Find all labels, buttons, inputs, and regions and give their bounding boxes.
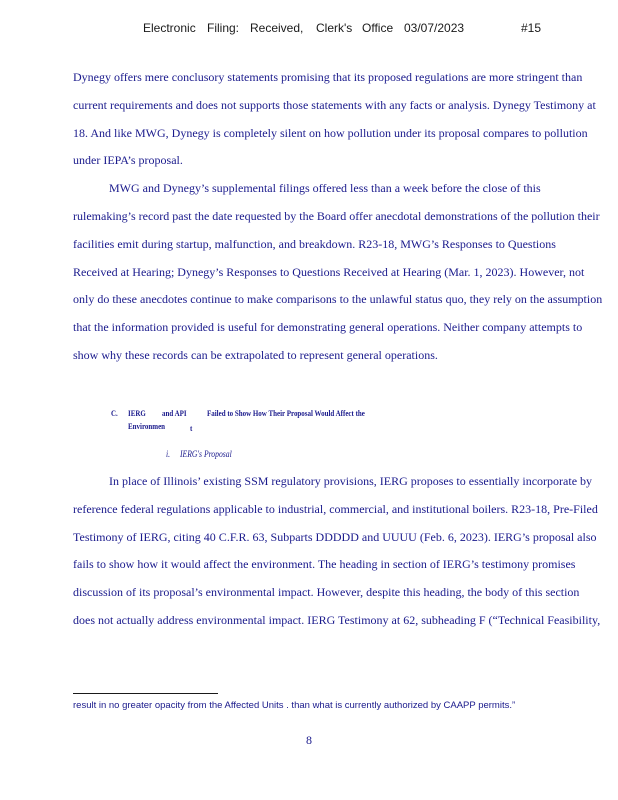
section-heading-c-t: t: [190, 423, 193, 433]
section-heading-c-api: and API: [162, 408, 187, 418]
section-heading-c-letter: C.: [111, 408, 118, 418]
body-section-1: [73, 64, 603, 370]
paragraph-supplemental-filings: MWG and Dynegy’s supplemental filings offered less than a week before the close of this rulemaking’s record past the date requested by the Board offer anecdotal demonstrations of the pollution their facilities emit during startup, malfunction, and breakdown. R23-18, MWG’s Responses to Questions Received at Hearing; Dynegy’s Responses to Questions Received at Hearing (Mar. 1, 2023). However, not only do these anecdotes continue to make comparisons to the unlawful status quo, they rely on the assumption that the information provided is useful for demonstrating general operations. Neither company attempts to show why these records can be extrapolated to represent general operations.: [73, 181, 603, 362]
footnote-text: result in no greater opacity from the Affected Units . than what is currently authorized by CAAPP permits.”: [73, 700, 516, 711]
section-heading-c-title: Failed to Show How Their Proposal Would Affect the: [207, 408, 365, 418]
page-number: 8: [306, 733, 312, 747]
paragraph-ierg-proposal: In place of Illinois’ existing SSM regulatory provisions, IERG proposes to essentially incorporate by reference federal regulations applicable to industrial, commercial, and institutional boilers. R23-18, Pre-Filed Testimony of IERG, citing 40 C.F.R. 63, Subparts DDDDD and UUUU (Feb. 6, 2023). IERG’s proposal also fails to show how it would affect the environment. The heading in section of IERG’s testimony promises discussion of its proposal’s environmental impact. However, despite this heading, the body of this section does not actually address environmental impact. IERG Testimony at 62, subheading F (“Technical Feasibility,: [73, 474, 601, 627]
header-clerks: Clerk's: [316, 21, 353, 35]
header-number: #15: [521, 21, 542, 35]
section-heading-c-ierg: IERG: [128, 408, 146, 418]
section-heading-c-environment: Environmen: [128, 421, 166, 431]
header-date: 03/07/2023: [404, 21, 465, 35]
subsection-heading-numeral: i.: [166, 449, 171, 459]
header-filing: Filing:: [207, 21, 240, 35]
body-section-2: [73, 468, 603, 635]
paragraph-dynegy-conclusory: Dynegy offers mere conclusory statements promising that its proposed regulations are more stringent than current requirements and does not supports those statements with any facts or analysis. Dynegy Testimony at 18. And like MWG, Dynegy is completely silent on how pollution under its proposal compares to pollution under IEPA’s proposal.: [73, 70, 596, 168]
header-electronic: Electronic: [143, 21, 196, 35]
header-office: Office: [362, 21, 394, 35]
subsection-heading-title: IERG's Proposal: [180, 449, 232, 459]
footnote-separator: [73, 693, 218, 694]
header-received: Received,: [250, 21, 304, 35]
